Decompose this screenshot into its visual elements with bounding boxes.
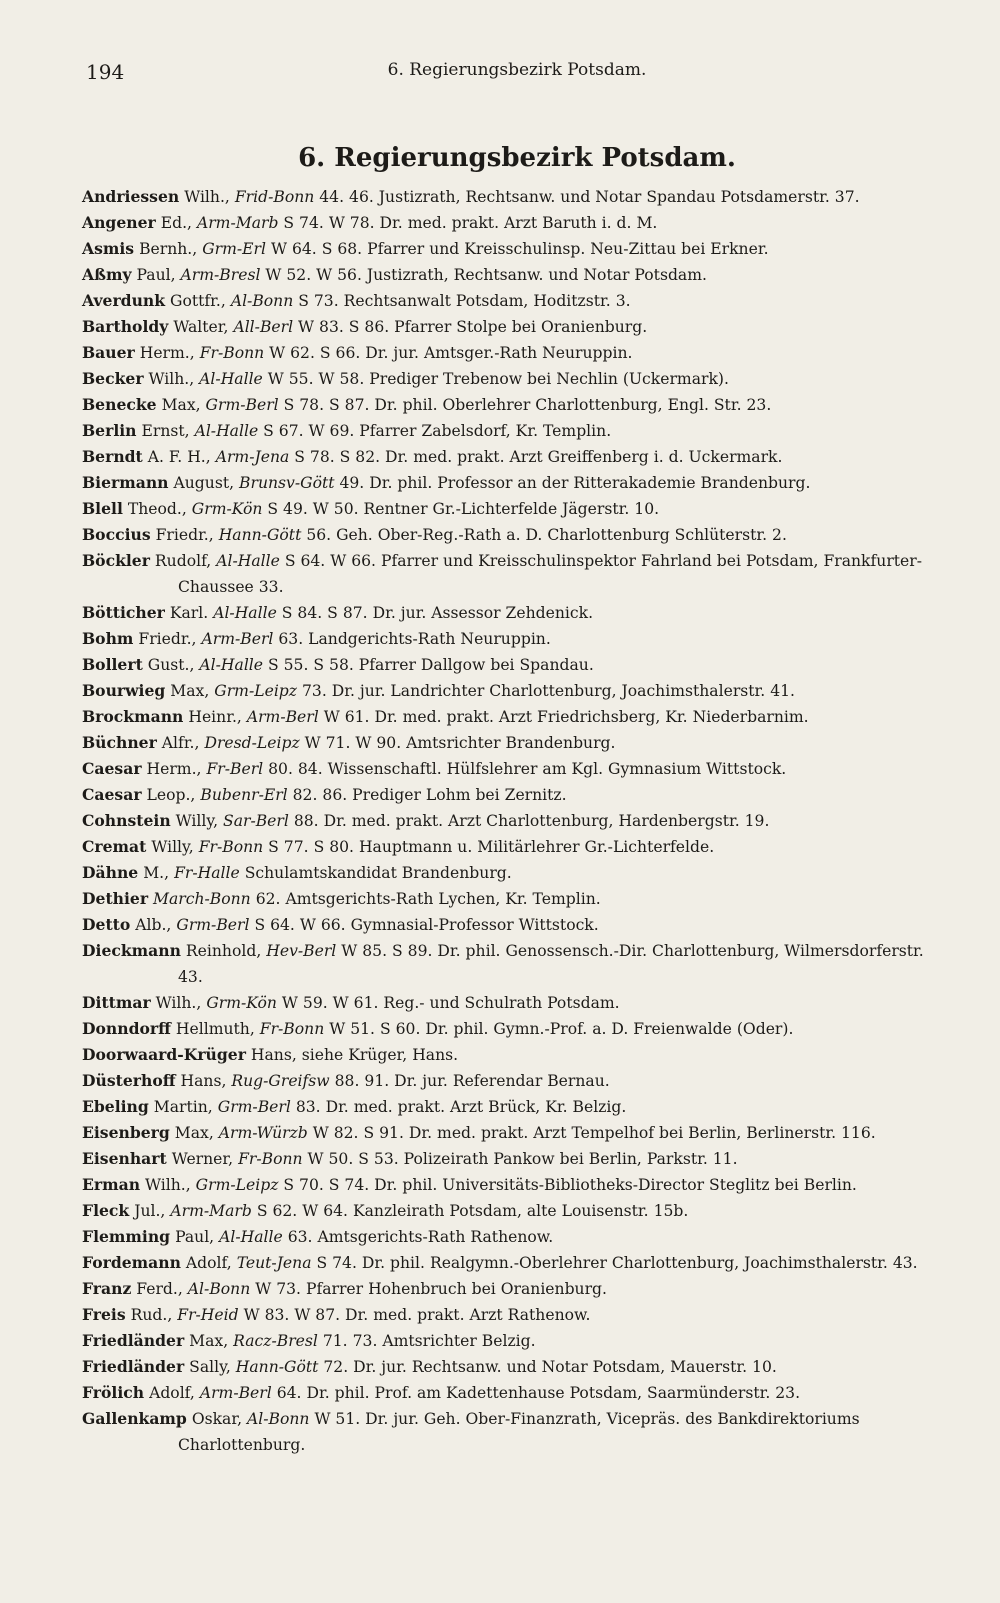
entry-corps-university: Bubenr-Erl [200, 786, 288, 804]
entry-given-name: Max, [161, 396, 201, 414]
entry-details: 83. Dr. med. prakt. Arzt Brück, Kr. Belzig. [295, 1098, 627, 1116]
entry-corps-university: Arm-Würzb [218, 1124, 308, 1142]
entry-details: S 78. S 82. Dr. med. prakt. Arzt Greiffenberg i. d. Uckermark. [294, 448, 783, 466]
list-item [82, 1250, 952, 1276]
entry-given-name: Paul, [136, 266, 176, 284]
list-item [82, 444, 952, 470]
entry-corps-university: Grm-Berl [176, 916, 250, 934]
entry-corps-university: Fr-Bonn [259, 1020, 325, 1038]
list-item [82, 1224, 952, 1250]
entry-corps-university: Al-Bonn [187, 1280, 251, 1298]
entry-name: Bohm [82, 629, 134, 648]
running-head [82, 58, 952, 92]
entry-name: Flemming [82, 1227, 171, 1246]
entry-given-name: Friedr., [138, 630, 197, 648]
entry-corps-university: Racz-Bresl [233, 1332, 318, 1350]
list-item [82, 1120, 952, 1146]
entry-corps-university: Al-Halle [216, 552, 280, 570]
list-item [82, 262, 952, 288]
entry-details: 49. Dr. phil. Professor an der Ritterakademie Brandenburg. [339, 474, 811, 492]
entry-name: Becker [82, 369, 144, 388]
entry-name: Biermann [82, 473, 169, 492]
entry-details: W 55. W 58. Prediger Trebenow bei Nechlin (Uckermark). [267, 370, 729, 388]
list-item [82, 1016, 952, 1042]
list-item [82, 1354, 952, 1380]
entry-name: Freis [82, 1305, 126, 1324]
entry-name: Frölich [82, 1383, 145, 1402]
entry-given-name: Karl. [169, 604, 209, 622]
entry-name: Böckler [82, 551, 150, 570]
entry-details: 62. Amtsgerichts-Rath Lychen, Kr. Templin. [255, 890, 601, 908]
entry-corps-university: Arm-Jena [215, 448, 290, 466]
entry-name: Doorwaard-Krüger [82, 1045, 246, 1064]
entry-given-name: Paul, [175, 1228, 215, 1246]
list-item [82, 678, 952, 704]
entry-details: W 83. S 86. Pfarrer Stolpe bei Oranienburg. [298, 318, 648, 336]
entry-name: Averdunk [82, 291, 166, 310]
entry-name: Berlin [82, 421, 137, 440]
entry-given-name: Ed., [160, 214, 192, 232]
entry-given-name: Wilh., [145, 1176, 191, 1194]
list-item [82, 1328, 952, 1354]
entry-given-name: August, [173, 474, 235, 492]
entry-given-name: Reinhold, [185, 942, 262, 960]
entry-corps-university: Grm-Leipz [214, 682, 298, 700]
entry-details: 88. Dr. med. prakt. Arzt Charlottenburg, Hardenbergstr. 19. [293, 812, 770, 830]
entry-corps-university: Grm-Berl [205, 396, 279, 414]
entry-details: S 49. W 50. Rentner Gr.-Lichterfelde Jägerstr. 10. [267, 500, 660, 518]
entry-corps-university: Al-Bonn [230, 292, 294, 310]
entry-name: Cohnstein [82, 811, 171, 830]
entry-given-name: Bernh., [139, 240, 198, 258]
entry-given-name: Alfr., [161, 734, 200, 752]
entry-given-name: Wilh., [148, 370, 195, 388]
entry-name: Fleck [82, 1201, 130, 1220]
list-item [82, 1042, 952, 1068]
running-title: 6. Regierungsbezirk Potsdam. [387, 60, 647, 80]
entry-given-name: Jul., [134, 1202, 166, 1220]
list-item [82, 548, 952, 600]
entry-corps-university: Hev-Berl [266, 942, 337, 960]
entry-name: Friedländer [82, 1331, 185, 1350]
entry-name: Eisenberg [82, 1123, 170, 1142]
entry-given-name: Friedr., [155, 526, 214, 544]
entry-corps-university: Sar-Berl [223, 812, 289, 830]
entry-given-name: Herm., [146, 760, 202, 778]
entry-given-name: Gottfr., [170, 292, 226, 310]
entry-corps-university: Arm-Bresl [180, 266, 261, 284]
entry-given-name: Wilh., [184, 188, 230, 206]
list-item [82, 1068, 952, 1094]
entry-corps-university: Grm-Kön [206, 994, 277, 1012]
list-item [82, 834, 952, 860]
entry-details: S 74. W 78. Dr. med. prakt. Arzt Baruth i. d. M. [283, 214, 658, 232]
list-item [82, 1146, 952, 1172]
entry-given-name: Walter, [173, 318, 229, 336]
entry-corps-university: Arm-Berl [199, 1384, 272, 1402]
entry-name: Berndt [82, 447, 143, 466]
entry-name: Angener [82, 213, 156, 232]
entry-details: W 73. Pfarrer Hohenbruch bei Oranienburg. [255, 1280, 607, 1298]
list-item [82, 496, 952, 522]
entry-name: Franz [82, 1279, 132, 1298]
entry-details: 80. 84. Wissenschaftl. Hülfslehrer am Kgl. Gymnasium Wittstock. [268, 760, 787, 778]
list-item [82, 236, 952, 262]
entry-corps-university: Fr-Bonn [198, 838, 264, 856]
entry-name: Blell [82, 499, 123, 518]
list-item [82, 1094, 952, 1120]
entry-name: Erman [82, 1175, 141, 1194]
list-item [82, 730, 952, 756]
entry-name: Bollert [82, 655, 143, 674]
entry-given-name: Rudolf, [154, 552, 212, 570]
entry-details: 63. Landgerichts-Rath Neuruppin. [278, 630, 551, 648]
entry-name: Andriessen [82, 187, 180, 206]
entry-details: S 74. Dr. phil. Realgymn.-Oberlehrer Charlottenburg, Joachimsthalerstr. 43. [316, 1254, 918, 1272]
entry-name: Cremat [82, 837, 147, 856]
entry-name: Fordemann [82, 1253, 181, 1272]
entry-corps-university: Teut-Jena [236, 1254, 312, 1272]
list-item [82, 652, 952, 678]
entry-name: Brockmann [82, 707, 184, 726]
section-title: 6. Regierungsbezirk Potsdam. [298, 143, 736, 173]
list-item [82, 600, 952, 626]
entry-details: 44. 46. Justizrath, Rechtsanw. und Notar Spandau Potsdamerstr. 37. [319, 188, 860, 206]
entry-given-name: Herm., [139, 344, 195, 362]
entry-corps-university: Arm-Berl [201, 630, 274, 648]
list-item [82, 990, 952, 1016]
list-item [82, 314, 952, 340]
list-item [82, 470, 952, 496]
entry-corps-university: Al-Bonn [247, 1410, 310, 1428]
entry-corps-university: Fr-Bonn [199, 344, 265, 362]
entry-details: S 77. S 80. Hauptmann u. Militärlehrer Gr.-Lichterfelde. [268, 838, 715, 856]
entry-details: S 62. W 64. Kanzleirath Potsdam, alte Louisenstr. 15b. [256, 1202, 689, 1220]
list-item [82, 886, 952, 912]
entry-list [82, 184, 952, 1458]
entry-given-name: M., [143, 864, 170, 882]
entry-given-name: Alb., [135, 916, 172, 934]
list-item [82, 782, 952, 808]
entry-name: Düsterhoff [82, 1071, 176, 1090]
entry-given-name: Werner, [171, 1150, 234, 1168]
entry-given-name: Theod., [127, 500, 187, 518]
entry-corps-university: Al-Halle [213, 604, 277, 622]
entry-given-name: Max, [170, 682, 210, 700]
entry-details: S 78. S 87. Dr. phil. Oberlehrer Charlottenburg, Engl. Str. 23. [283, 396, 772, 414]
entry-name: Bauer [82, 343, 135, 362]
entry-corps-university: Arm-Marb [170, 1202, 252, 1220]
entry-details: 63. Amtsgerichts-Rath Rathenow. [287, 1228, 554, 1246]
entry-given-name: Hans, [180, 1072, 227, 1090]
list-item [82, 184, 952, 210]
entry-details: W 71. W 90. Amtsrichter Brandenburg. [304, 734, 616, 752]
list-item [82, 912, 952, 938]
entry-given-name: Willy, [175, 812, 219, 830]
entry-name: Aßmy [82, 265, 132, 284]
list-item [82, 340, 952, 366]
entry-given-name: Ferd., [136, 1280, 183, 1298]
entry-corps-university: Arm-Marb [196, 214, 279, 232]
entry-corps-university: Fr-Berl [206, 760, 264, 778]
list-item [82, 1276, 952, 1302]
list-item [82, 626, 952, 652]
list-item [82, 1198, 952, 1224]
entry-corps-university: Fr-Halle [174, 864, 240, 882]
entry-details: W 83. W 87. Dr. med. prakt. Arzt Rathenow. [243, 1306, 591, 1324]
entry-corps-university: Brunsv-Gött [239, 474, 335, 492]
list-item [82, 392, 952, 418]
entry-details: W 50. S 53. Polizeirath Pankow bei Berlin, Parkstr. 11. [307, 1150, 738, 1168]
list-item [82, 210, 952, 236]
entry-given-name: Sally, [189, 1358, 231, 1376]
entry-given-name: Hans, siehe Krüger, Hans. [250, 1046, 459, 1064]
entry-details: 88. 91. Dr. jur. Referendar Bernau. [334, 1072, 610, 1090]
entry-name: Caesar [82, 759, 142, 778]
entry-details: 72. Dr. jur. Rechtsanw. und Notar Potsdam, Mauerstr. 10. [323, 1358, 777, 1376]
entry-details: W 51. Dr. jur. Geh. Ober-Finanzrath, Vicepräs. des Bankdirektoriums Charlottenburg. [178, 1410, 860, 1454]
entry-given-name: Rud., [130, 1306, 173, 1324]
entry-name: Asmis [82, 239, 135, 258]
entry-given-name: Max, [174, 1124, 214, 1142]
entry-given-name: Martin, [153, 1098, 213, 1116]
list-item [82, 756, 952, 782]
entry-name: Dethier [82, 889, 149, 908]
entry-given-name: Adolf, [149, 1384, 195, 1402]
entry-given-name: Gust., [147, 656, 195, 674]
list-item [82, 1302, 952, 1328]
entry-given-name: Willy, [151, 838, 194, 856]
entry-name: Detto [82, 915, 131, 934]
entry-name: Gallenkamp [82, 1409, 187, 1428]
entry-details: W 64. S 68. Pfarrer und Kreisschulinsp. Neu-Zittau bei Erkner. [270, 240, 769, 258]
entry-given-name: Hellmuth, [175, 1020, 255, 1038]
entry-name: Caesar [82, 785, 142, 804]
entry-name: Donndorff [82, 1019, 171, 1038]
entry-corps-university: All-Berl [233, 318, 294, 336]
entry-name: Bourwieg [82, 681, 166, 700]
entry-details: S 73. Rechtsanwalt Potsdam, Hoditzstr. 3. [298, 292, 631, 310]
entry-details: W 61. Dr. med. prakt. Arzt Friedrichsberg, Kr. Niederbarnim. [323, 708, 809, 726]
entry-corps-university: Hann-Gött [235, 1358, 319, 1376]
entry-details: 64. Dr. phil. Prof. am Kadettenhause Potsdam, Saarmünderstr. 23. [276, 1384, 801, 1402]
entry-name: Büchner [82, 733, 157, 752]
entry-details: Schulamtskandidat Brandenburg. [244, 864, 512, 882]
entry-name: Bötticher [82, 603, 165, 622]
list-item [82, 808, 952, 834]
entry-name: Boccius [82, 525, 151, 544]
list-item [82, 288, 952, 314]
entry-name: Friedländer [82, 1357, 185, 1376]
list-item [82, 1172, 952, 1198]
entry-corps-university: Grm-Kön [191, 500, 263, 518]
entry-given-name: A. F. H., [147, 448, 211, 466]
entry-given-name: Max, [189, 1332, 229, 1350]
entry-details: S 84. S 87. Dr. jur. Assessor Zehdenick. [281, 604, 594, 622]
list-item [82, 1406, 952, 1458]
entry-name: Ebeling [82, 1097, 149, 1116]
entry-details: S 64. W 66. Gymnasial-Professor Wittstock. [254, 916, 599, 934]
entry-details: W 52. W 56. Justizrath, Rechtsanw. und Notar Potsdam. [265, 266, 707, 284]
entry-details: W 82. S 91. Dr. med. prakt. Arzt Tempelhof bei Berlin, Berlinerstr. 116. [312, 1124, 876, 1142]
entry-corps-university: Grm-Erl [202, 240, 266, 258]
entry-corps-university: Al-Halle [194, 422, 259, 440]
entry-corps-university: March-Bonn [153, 890, 251, 908]
entry-given-name: Leop., [146, 786, 196, 804]
entry-name: Dittmar [82, 993, 151, 1012]
entry-corps-university: Al-Halle [199, 370, 263, 388]
list-item [82, 860, 952, 886]
entry-name: Bartholdy [82, 317, 169, 336]
entry-given-name: Ernst, [141, 422, 190, 440]
entry-details: S 64. W 66. Pfarrer und Kreisschulinspektor Fahrland bei Potsdam, Frankfurter-Chaussee 33. [178, 552, 922, 596]
list-item [82, 938, 952, 990]
entry-name: Dähne [82, 863, 139, 882]
entry-details: W 85. S 89. Dr. phil. Genossensch.-Dir. Charlottenburg, Wilmersdorferstr. 43. [178, 942, 924, 986]
entry-given-name: Wilh., [155, 994, 202, 1012]
list-item [82, 418, 952, 444]
entry-given-name: Oskar, [191, 1410, 243, 1428]
page-number: 194 [86, 60, 125, 84]
entry-corps-university: Grm-Leipz [195, 1176, 279, 1194]
entry-corps-university: Grm-Berl [217, 1098, 291, 1116]
entry-details: W 62. S 66. Dr. jur. Amtsger.-Rath Neuruppin. [269, 344, 633, 362]
entry-details: 56. Geh. Ober-Reg.-Rath a. D. Charlottenburg Schlüterstr. 2. [306, 526, 787, 544]
entry-details: W 51. S 60. Dr. phil. Gymn.-Prof. a. D. Freienwalde (Oder). [329, 1020, 794, 1038]
entry-corps-university: Al-Halle [199, 656, 264, 674]
entry-details: S 55. S 58. Pfarrer Dallgow bei Spandau. [268, 656, 594, 674]
list-item [82, 366, 952, 392]
entry-corps-university: Dresd-Leipz [204, 734, 300, 752]
list-item [82, 1380, 952, 1406]
entry-name: Eisenhart [82, 1149, 167, 1168]
entry-corps-university: Arm-Berl [246, 708, 319, 726]
entry-corps-university: Fr-Bonn [238, 1150, 303, 1168]
list-item [82, 704, 952, 730]
entry-corps-university: Frid-Bonn [234, 188, 315, 206]
entry-corps-university: Al-Halle [219, 1228, 283, 1246]
entry-details: 82. 86. Prediger Lohm bei Zernitz. [292, 786, 567, 804]
entry-corps-university: Fr-Heid [177, 1306, 239, 1324]
entry-details: W 59. W 61. Reg.- und Schulrath Potsdam. [281, 994, 620, 1012]
entry-given-name: Heinr., [188, 708, 242, 726]
entry-details: 73. Dr. jur. Landrichter Charlottenburg, Joachimsthalerstr. 41. [301, 682, 795, 700]
entry-name: Dieckmann [82, 941, 181, 960]
entry-details: S 70. S 74. Dr. phil. Universitäts-Bibliotheks-Director Steglitz bei Berlin. [283, 1176, 857, 1194]
entry-corps-university: Hann-Gött [218, 526, 302, 544]
entry-details: S 67. W 69. Pfarrer Zabelsdorf, Kr. Templin. [263, 422, 612, 440]
entry-given-name: Adolf, [185, 1254, 232, 1272]
entry-name: Benecke [82, 395, 157, 414]
entry-details: 71. 73. Amtsrichter Belzig. [322, 1332, 536, 1350]
list-item [82, 522, 952, 548]
entry-corps-university: Rug-Greifsw [231, 1072, 330, 1090]
